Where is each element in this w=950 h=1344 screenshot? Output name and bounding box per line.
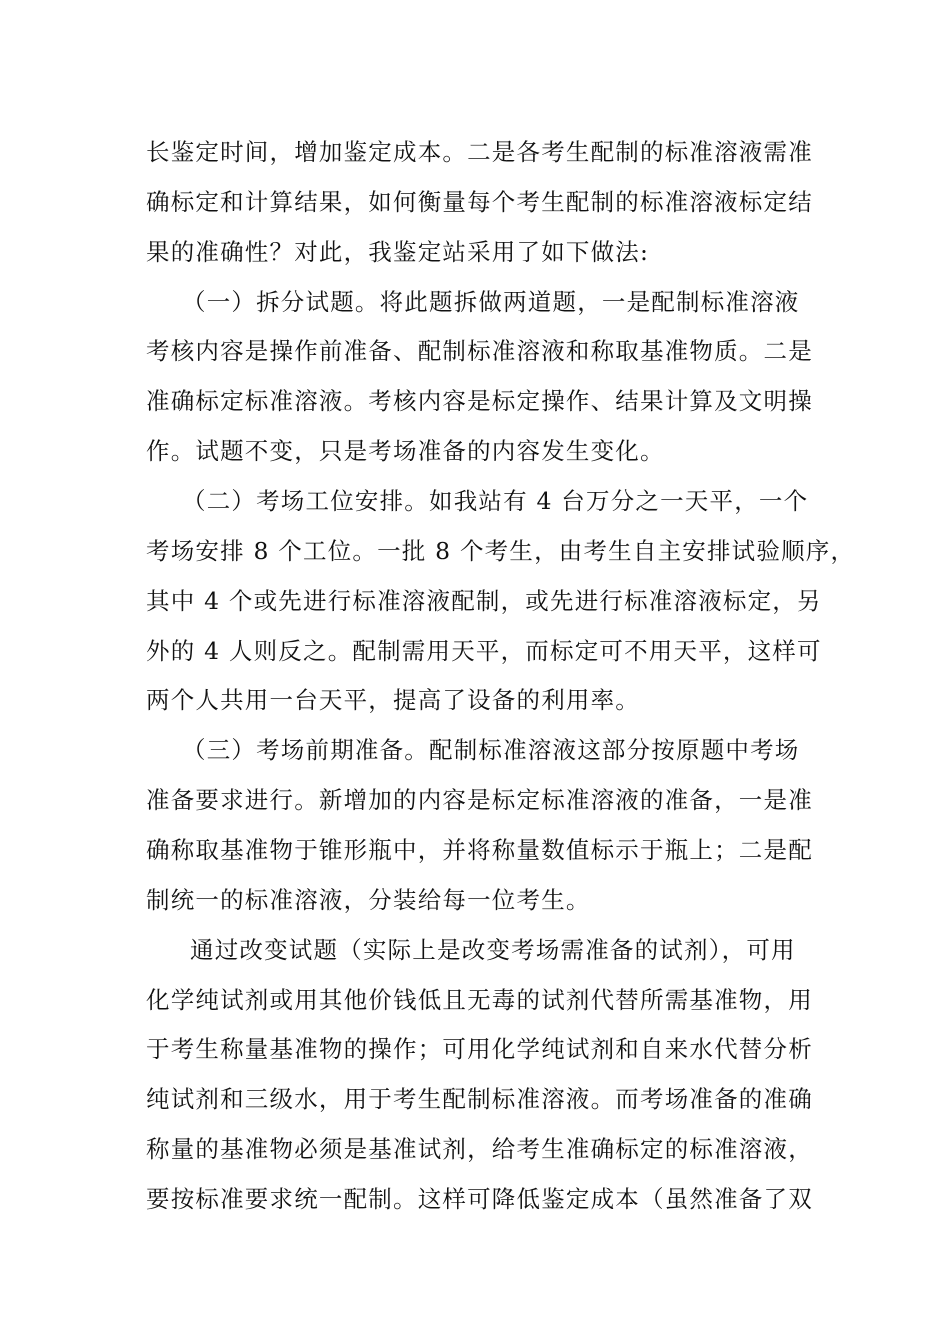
text-line: 果的准确性？对此，我鉴定站采用了如下做法: (146, 238, 650, 266)
text-line: 考核内容是操作前准备、配制标准溶液和称取基准物质。二是 (146, 337, 813, 365)
text-line: 考场安排 8 个工位。一批 8 个考生，由考生自主安排试验顺序， (146, 537, 856, 565)
text-line: 外的 4 人则反之。配制需用天平，而标定可不用天平，这样可 (146, 637, 822, 665)
text-line: 其中 4 个或先进行标准溶液配制，或先进行标准溶液标定，另 (146, 587, 822, 615)
text-line: 长鉴定时间，增加鉴定成本。二是各考生配制的标准溶液需准 (146, 138, 813, 166)
text-line: 于考生称量基准物的操作；可用化学纯试剂和自来水代替分析 (146, 1035, 813, 1063)
text-line: 制统一的标准溶液，分装给每一位考生。 (146, 886, 591, 914)
paragraph-heading-line: （三）考场前期准备。配制标准溶液这部分按原题中考场 (182, 736, 800, 764)
paragraph-first-line: 通过改变试题（实际上是改变考场需准备的试剂），可用 (190, 936, 796, 964)
text-line: 准确标定标准溶液。考核内容是标定操作、结果计算及文明操 (146, 387, 813, 415)
text-line: 要按标准要求统一配制。这样可降低鉴定成本（虽然准备了双 (146, 1185, 813, 1213)
text-line: 两个人共用一台天平，提高了设备的利用率。 (146, 686, 640, 714)
text-line: 纯试剂和三级水，用于考生配制标准溶液。而考场准备的准确 (146, 1085, 813, 1113)
text-line: 称量的基准物必须是基准试剂，给考生准确标定的标准溶液， (146, 1135, 813, 1163)
text-line: 准备要求进行。新增加的内容是标定标准溶液的准备，一是准 (146, 786, 813, 814)
text-line: 确称取基准物于锥形瓶中，并将称量数值标示于瓶上；二是配 (146, 836, 813, 864)
text-line: 作。试题不变，只是考场准备的内容发生变化。 (146, 437, 665, 465)
text-line: 化学纯试剂或用其他价钱低且无毒的试剂代替所需基准物，用 (146, 986, 813, 1014)
text-line: 确标定和计算结果，如何衡量每个考生配制的标准溶液标定结 (146, 188, 813, 216)
paragraph-heading-line: （一）拆分试题。将此题拆做两道题，一是配制标准溶液 (182, 288, 800, 316)
paragraph-heading-line: （二）考场工位安排。如我站有 4 台万分之一天平，一个 (182, 487, 809, 515)
